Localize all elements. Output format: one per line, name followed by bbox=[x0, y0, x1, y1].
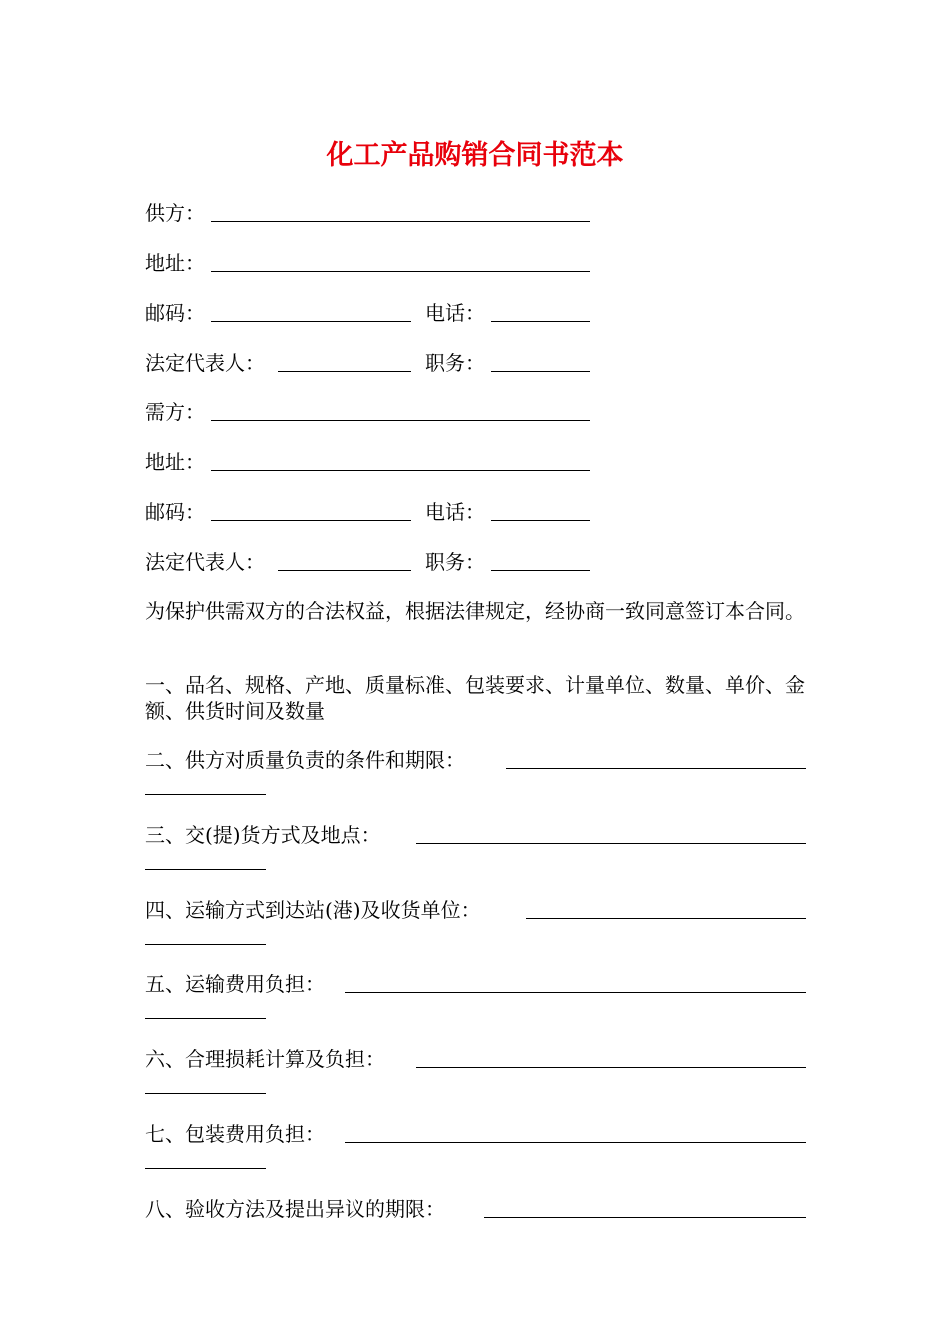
supplier-name-label: 供方： bbox=[145, 201, 205, 225]
supplier-legal-rep-label: 法定代表人： bbox=[145, 351, 265, 375]
document-title: 化工产品购销合同书范本 bbox=[326, 140, 624, 171]
clause-5-blank[interactable] bbox=[345, 992, 806, 993]
buyer-legal-rep-label: 法定代表人： bbox=[145, 550, 265, 574]
clause-6-blank[interactable] bbox=[416, 1067, 806, 1068]
supplier-address-label: 地址： bbox=[145, 251, 205, 275]
clause-4-blank-cont[interactable] bbox=[145, 944, 266, 945]
buyer-position-blank[interactable] bbox=[491, 570, 590, 571]
clause-5-blank-cont[interactable] bbox=[145, 1018, 266, 1019]
clause-6-blank-cont[interactable] bbox=[145, 1093, 266, 1094]
clause-1: 一、品名、规格、产地、质量标准、包装要求、计量单位、数量、单价、金额、供货时间及数量 bbox=[145, 673, 805, 723]
clause-7-blank-cont[interactable] bbox=[145, 1168, 266, 1169]
clause-6-label: 六、合理损耗计算及负担： bbox=[145, 1047, 385, 1071]
buyer-phone-label: 电话： bbox=[425, 500, 485, 524]
buyer-address-blank[interactable] bbox=[211, 470, 590, 471]
clause-2-label: 二、供方对质量负责的条件和期限： bbox=[145, 748, 465, 772]
supplier-address-blank[interactable] bbox=[211, 271, 590, 272]
buyer-postcode-label: 邮码： bbox=[145, 500, 205, 524]
clause-4-label: 四、运输方式到达站(港)及收货单位： bbox=[145, 898, 481, 922]
clause-3-blank-cont[interactable] bbox=[145, 869, 266, 870]
buyer-postcode-blank[interactable] bbox=[211, 520, 411, 521]
supplier-postcode-label: 邮码： bbox=[145, 301, 205, 325]
clause-7-blank[interactable] bbox=[345, 1142, 806, 1143]
clause-2-blank-cont[interactable] bbox=[145, 794, 266, 795]
clause-5-label: 五、运输费用负担： bbox=[145, 972, 325, 996]
preamble-paragraph: 为保护供需双方的合法权益，根据法律规定，经协商一致同意签订本合同。 bbox=[145, 599, 805, 623]
clause-2-blank[interactable] bbox=[506, 768, 806, 769]
supplier-position-label: 职务： bbox=[425, 351, 485, 375]
buyer-legal-rep-blank[interactable] bbox=[278, 570, 411, 571]
buyer-position-label: 职务： bbox=[425, 550, 485, 574]
supplier-phone-blank[interactable] bbox=[491, 321, 590, 322]
clause-4-blank[interactable] bbox=[526, 918, 806, 919]
clause-8-label: 八、验收方法及提出异议的期限： bbox=[145, 1197, 445, 1221]
supplier-name-blank[interactable] bbox=[211, 221, 590, 222]
supplier-legal-rep-blank[interactable] bbox=[278, 371, 411, 372]
buyer-name-blank[interactable] bbox=[211, 420, 590, 421]
supplier-position-blank[interactable] bbox=[491, 371, 590, 372]
clause-8-blank[interactable] bbox=[484, 1217, 806, 1218]
clause-7-label: 七、包装费用负担： bbox=[145, 1122, 325, 1146]
clause-3-blank[interactable] bbox=[416, 843, 806, 844]
buyer-name-label: 需方： bbox=[145, 400, 205, 424]
supplier-postcode-blank[interactable] bbox=[211, 321, 411, 322]
supplier-phone-label: 电话： bbox=[425, 301, 485, 325]
buyer-address-label: 地址： bbox=[145, 450, 205, 474]
clause-3-label: 三、交(提)货方式及地点： bbox=[145, 823, 381, 847]
buyer-phone-blank[interactable] bbox=[491, 520, 590, 521]
